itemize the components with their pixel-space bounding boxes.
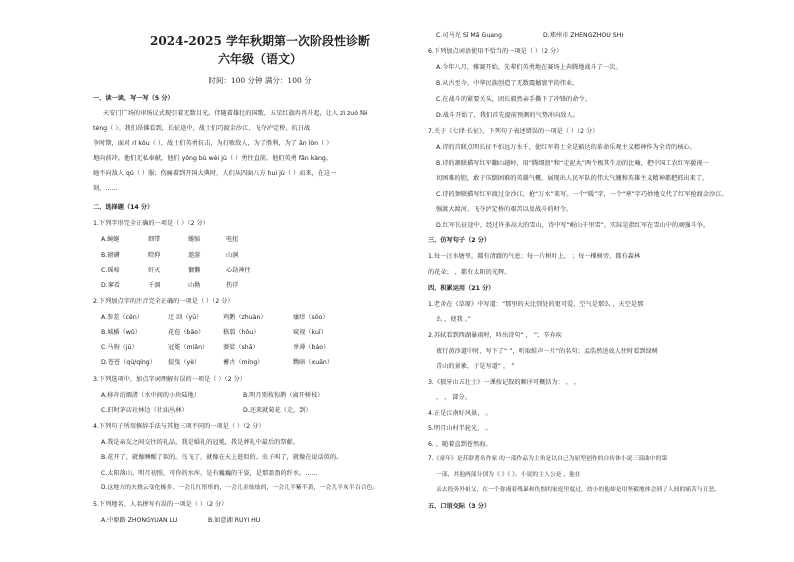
imitation-line: 的花朵； ，都有太阳的光辉。 bbox=[428, 269, 511, 276]
imitation-line: 1.每一汪水塘里，都有清澈的气息；每一片树叶上， ；每一棵树旁，都有森林 bbox=[428, 253, 641, 260]
exam-title: 2024-2025 学年秋期第一次阶段性诊断 bbox=[150, 34, 370, 48]
option-d: D.战斗开始了，我们首先提前预测的气势冲向敌人。 bbox=[436, 112, 579, 119]
option-word: 山拗 bbox=[188, 282, 201, 289]
option-word: 瞪抑 bbox=[148, 252, 161, 259]
option-word: 鸡鹅（zhuàn） bbox=[223, 314, 267, 321]
option-d: D.郑州市 ZHENGZHOU SHI bbox=[543, 32, 624, 39]
option-b: B.明月别枝惊鹊（离开树枝） bbox=[243, 392, 324, 399]
knowledge-item-cont: 亲去投奔外祖父，在一个弥漫着残暴和仇恨的家庭里度过，幼小的他却是用坚毅地体会到了人间的痛苦与丑恶。 bbox=[436, 487, 721, 493]
option-word: 蓄古（míng） bbox=[223, 359, 264, 366]
knowledge-item: 2.苏轼看到西湖暴雨时，吟出诗句“ ， ”；辛弃疾 bbox=[428, 332, 562, 339]
option-c-cont: 强渡大渡河、飞夺泸定桥的艰苦以及战斗的时令。 bbox=[436, 206, 573, 213]
option-b: B.如意湖 RUYI HU bbox=[208, 517, 261, 524]
option-d: D.这地方的火烧云变化极多，一会儿红彤彤的，一会儿金灿灿的，一会儿半紫半黄，一会儿半灰半百合色。 bbox=[101, 485, 379, 491]
option-word: 迂 回（yū） bbox=[168, 314, 203, 321]
option-c: C.瑶啼 bbox=[101, 267, 120, 274]
knowledge-item-cont: 么 ，使我 。” bbox=[436, 316, 471, 323]
option-c: C.在战斗的紧要关头，团长毅然亲手撕下了冲锋的命令。 bbox=[436, 96, 591, 103]
option-a: A.诗的首联点明长征不怕远万水千，使红军将士全是豁达的革命乐观主义精神作为全诗的核心。 bbox=[436, 144, 696, 151]
passage-line: 刻，…… bbox=[93, 185, 118, 192]
question-7: 7.关于《七律·长征》，下列句子表述错误的一项是（ ）（2 分） bbox=[428, 128, 599, 135]
knowledge-item: 4.正是江南好风景， 。 bbox=[428, 410, 492, 417]
section-5-heading: 五、口语交际（3 分） bbox=[428, 503, 491, 510]
knowledge-item-cont: ， ， 部分。 bbox=[436, 394, 471, 401]
section-2-heading: 二、选择题（14 分） bbox=[93, 204, 154, 211]
option-word: 遨游 bbox=[188, 252, 201, 259]
option-word: 伤徉 bbox=[226, 282, 239, 289]
option-word: 黝暗（xuān） bbox=[293, 359, 334, 366]
option-word: 窥视（kuī） bbox=[293, 329, 327, 336]
option-word: 奸灭 bbox=[148, 267, 161, 274]
option-b: B.磅礴 bbox=[101, 252, 120, 259]
question-4: 4.下列句子所用修辞手法与其他三项不同的一项是（ ）（2 分） bbox=[93, 423, 265, 430]
option-d: D.苍苍（qú/qíng） bbox=[101, 359, 156, 366]
passage-line: 她不向敌人 qū（ ）服；伤痛着到开国大典时，人们从四面八方 huì jù（ ）而来，在这一 bbox=[93, 170, 337, 177]
option-word: 嵇翦（hōu） bbox=[223, 329, 260, 336]
option-word: 花苞（bāo） bbox=[168, 329, 205, 336]
knowledge-item: 6. ，随着直到苍然海。 bbox=[428, 441, 492, 448]
knowledge-item: 5.明月山村半轮光， 。 bbox=[428, 425, 492, 432]
option-c: C.司马光 Sī Mǎ Guang bbox=[436, 32, 502, 39]
section-3-heading: 三、仿写句子（2 分） bbox=[428, 237, 491, 244]
option-c: C.太阳落山，明月初照，可你的水库，是有巍巍的千姿，是那盈盈的纤水，…… bbox=[101, 470, 318, 477]
question-2: 2.下列加点字的注音完全正确的一项是（ ）（2 分） bbox=[93, 298, 234, 305]
section-1-heading: 一、读一读，写一写（5 分） bbox=[93, 95, 174, 102]
question-1: 1.下列字形完全正确的一项是（ ）（2 分） bbox=[93, 220, 209, 227]
knowledge-item: 7.《童年》是苏联著名作家 的一部作品为主角是以自己为原型创作的自传体小说三部曲中的第 bbox=[428, 456, 668, 462]
knowledge-item-cont: 一部，其他两部分别为《 》《 》。小说的主人公是 ，他在 bbox=[436, 472, 581, 478]
knowledge-item-cont: 青山的景象，于是写道“ ， ” bbox=[436, 363, 515, 370]
option-word: 单薄（báo） bbox=[293, 344, 330, 351]
option-word: 婆娑（shā） bbox=[223, 344, 259, 351]
option-word: 蜷缩 bbox=[188, 236, 201, 243]
option-b: B.从古至今，中华民族创造了无数震撼寰宇的伟业。 bbox=[436, 80, 579, 87]
option-d: D.还来就菊花（走，到） bbox=[243, 407, 312, 414]
question-3: 3.下列选项中，加点字词理解有误的一项是（ ）（2 分） bbox=[93, 376, 246, 383]
knowledge-item-cont: 夜行黄沙道中时，写下了“ ”，听取蛙声一片”的名句；孟浩然送故人往时看到绿树 bbox=[436, 348, 658, 355]
option-word: 电扭 bbox=[226, 236, 239, 243]
option-word: 细带 bbox=[148, 236, 161, 243]
option-b: B.城楯（wǔ） bbox=[101, 329, 141, 336]
option-a: A.我是亲友之间交往的礼品，我是婚礼的冠冕，我是葬礼中最后的祭献。 bbox=[101, 439, 299, 446]
option-word: 山涧 bbox=[226, 252, 239, 259]
question-6: 6.下列加点词语使用不恰当的一项是（ ）（2 分） bbox=[428, 48, 563, 55]
knowledge-item: 1.老舍在《草原》中写道：“那里的天比别处的更可爱，空气是那么 ，天空是那 bbox=[428, 301, 644, 308]
option-d: D.红军长征途中，经过许多高大的雪山，诗中写“岷山千里雪”，实际是指红军在雪山中的顽强斗争。 bbox=[436, 222, 710, 229]
option-word: 瘙痒（sōo） bbox=[293, 314, 329, 321]
section-4-heading: 四、积累运用（21 分） bbox=[428, 285, 495, 292]
option-d: D.寥看 bbox=[101, 282, 121, 289]
option-a: A.参差（cēn） bbox=[101, 314, 143, 321]
option-a: A.蜿蜒 bbox=[101, 236, 120, 243]
option-a: A.今年八月，雅赛开始，先辈们英勇地在赛场上奔腾地战斗了一次。 bbox=[436, 64, 622, 71]
exam-subtitle: 六年级（语文） bbox=[217, 52, 302, 66]
option-word: 千涸 bbox=[148, 282, 161, 289]
passage-line: téng（ ）。我们昂佛看到，长征途中，战士们巧渡金沙江、飞夺泸定桥，抗日战 bbox=[93, 125, 311, 132]
option-b-cont: 切困难的胆，敢于压倒困难的英雄气概，展现出人民军队的伟大气魄和英雄主义精神都把抓出来了。 bbox=[436, 175, 709, 182]
passage-line: 争时期，面对 rǐ kōu（ ），战士们英勇抗击，为打败敌人，为了胜利，为了 ān lòn（ ） bbox=[93, 140, 333, 147]
option-a: A.移舟泊烟渚（水中间的小块陆地） bbox=[101, 392, 200, 399]
passage-line: 地向前冲。他们无私奉献，他们 yǒng bù wèi jù（ ）勇往直前，他们英勇 fǎn kàng， bbox=[93, 155, 333, 162]
exam-meta: 时间：100 分钟 满分：100 分 bbox=[208, 76, 312, 85]
option-c: C.旧时茅店社林边（社庙丛林） bbox=[101, 407, 188, 414]
option-word: 提曳（yè） bbox=[168, 359, 201, 366]
option-b: B.诗的颔联描写红军翻山越岭，用“腾细浪”和“走泥丸”两个极其生动的比喻，把中国工农红军藐视一 bbox=[436, 160, 709, 167]
passage-line: 天安门广场的审场议式现引着无数目光。伴随着雄壮的国歌，五星红旗冉冉升起，让人 zì zuó fěi bbox=[103, 110, 368, 117]
option-word: 心劫神往 bbox=[226, 267, 251, 274]
knowledge-item: 3.《狼牙山五壮士》一课按记叙的顺序可概括为： ， ， bbox=[428, 379, 581, 386]
option-a: A.中原路 ZHONGYUAN LU bbox=[101, 517, 178, 524]
option-word: 冠冕（miǎn） bbox=[168, 344, 209, 351]
option-b: B.花开了，就像睡醒了似的。鸟飞了，就像在天上逛似的。虫子叫了，就像在说话似的。 bbox=[101, 454, 343, 461]
question-5: 5.下列地名、人名拼写有误的一项是（ ）（2 分） bbox=[93, 501, 228, 508]
option-c: C.马驹（jū） bbox=[101, 344, 138, 351]
option-c: C.诗的颈联描写红军渡过金沙江，抢“万水”来写。一个“暖”字，一个“寒”字巧妙地交代了红军抢渡金沙江、 bbox=[436, 191, 728, 198]
option-word: 慵懒 bbox=[188, 267, 201, 274]
